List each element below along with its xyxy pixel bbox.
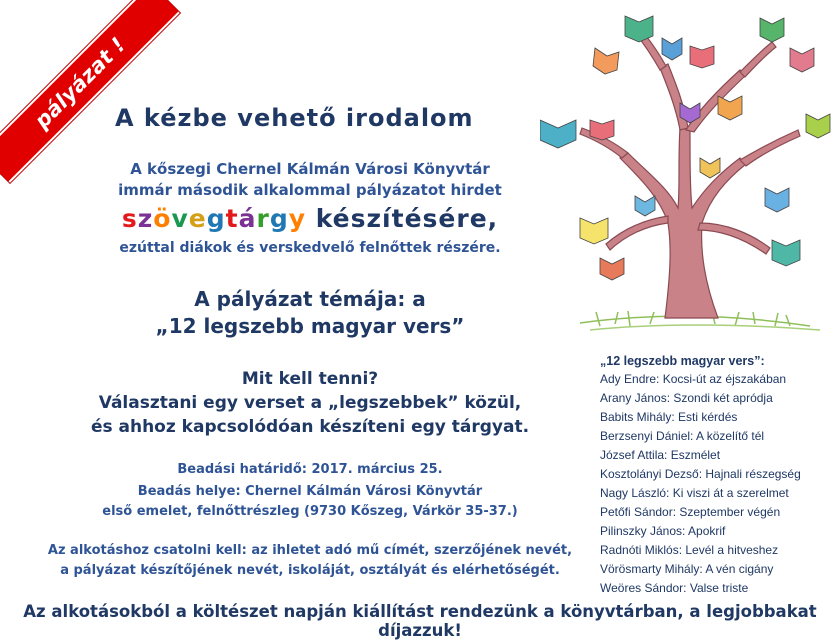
poem-item: Weöres Sándor: Valse triste <box>600 581 749 595</box>
poem-item: Vörösmarty Mihály: A vén cigány <box>600 562 774 576</box>
colorful-letter: g <box>269 204 289 233</box>
bottom-banner: Az alkotásokból a költészet napján kiállítást rendezünk a könyvtárban, a legjobbakat díjazzuk! <box>23 602 817 640</box>
poem-item: Ady Endre: Kocsi-út az éjszakában <box>600 372 787 386</box>
task-question: Mit kell tenni? <box>241 369 379 389</box>
attach-line-1: Az alkotáshoz csatolni kell: az ihletet adó mű címét, szerzőjének nevét, <box>47 543 573 558</box>
colorful-word <box>122 204 306 233</box>
poem-item: Arany János: Szondi két apródja <box>600 391 773 405</box>
colorful-letter: z <box>137 204 154 233</box>
poem-item: Pilinszky János: Apokrif <box>600 524 726 538</box>
poem-item: Radnóti Miklós: Levél a hitveshez <box>600 543 779 557</box>
poem-item: Babits Mihály: Esti kérdés <box>600 410 738 424</box>
poem-item: Nagy László: Ki viszi át a szerelmet <box>600 486 789 500</box>
colorful-headline <box>100 204 520 233</box>
theme-line-2: „12 legszebb magyar vers” <box>155 314 465 338</box>
poem-list <box>600 354 836 598</box>
poem-item: Petőfi Sándor: Szeptember végén <box>600 505 781 519</box>
colorful-letter: r <box>256 204 270 233</box>
colorful-letter: s <box>121 204 138 233</box>
page-title: A kézbe vehető irodalom <box>115 104 474 132</box>
colorful-letter: á <box>238 204 257 233</box>
colorful-letter: g <box>206 204 226 233</box>
task-line-3: és ahhoz kapcsolódóan készíteni egy tárgyat. <box>90 417 530 437</box>
poem-item: József Attila: Eszmélet <box>600 448 721 462</box>
deadline-place: Beadás helye: Chernel Kálmán Városi Könyvtár <box>137 484 483 499</box>
colorful-letter: ö <box>153 204 172 233</box>
theme-line-1: A pályázat témája: a <box>194 287 426 311</box>
deadline-address: első emelet, felnőttrészleg (9730 Kőszeg, Várkör 35-37.) <box>102 504 518 519</box>
colorful-letter: v <box>171 204 189 233</box>
poem-item: Berzsenyi Dániel: A közelítő tél <box>600 429 765 443</box>
ribbon-label: pályázat ! <box>0 0 180 183</box>
poem-list-title: „12 legszebb magyar vers”: <box>600 354 765 368</box>
poem-item: Kosztolányi Dezső: Hajnali részegség <box>600 467 801 481</box>
colorful-letter: y <box>288 204 307 233</box>
attach-line-2: a pályázat készítőjének nevét, iskoláját, osztályát és elérhetőségét. <box>60 563 560 578</box>
intro-line-1: A kőszegi Chernel Kálmán Városi Könyvtár <box>130 160 490 178</box>
deadline-date: Beadási határidő: 2017. március 25. <box>177 462 443 477</box>
colorful-letter: e <box>188 204 207 233</box>
task-line-2: Választani egy verset a „legszebbek” közül, <box>98 393 522 413</box>
colorful-rest: készítésére, <box>306 204 499 233</box>
colorful-letter: t <box>225 204 239 233</box>
intro-line-4: ezúttal diákok és verskedvelő felnőttek részére. <box>119 240 501 256</box>
intro-line-2: immár második alkalommal pályázatot hirdet <box>118 181 502 199</box>
book-tree-illustration <box>540 8 840 348</box>
